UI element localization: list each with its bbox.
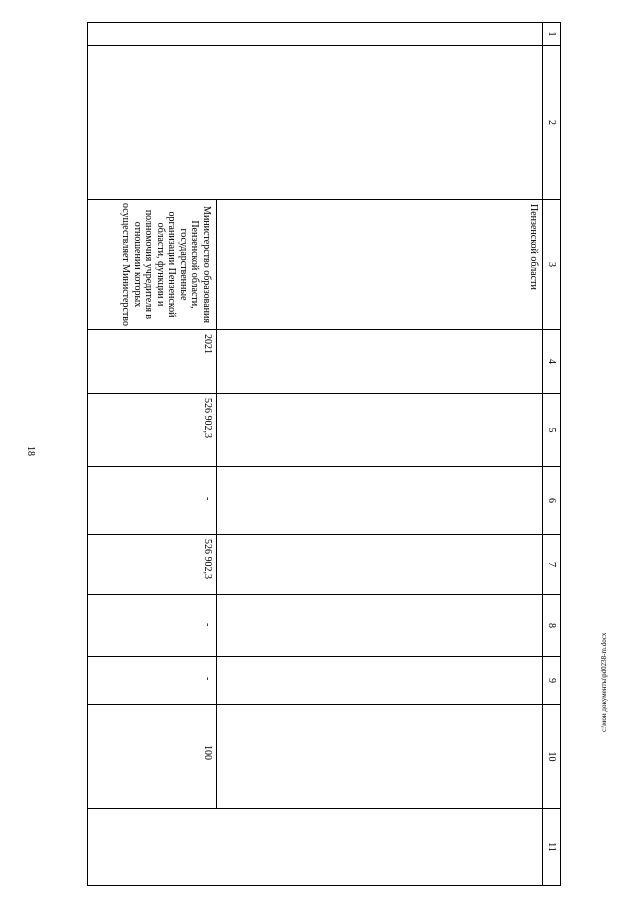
header-col-3: 3 xyxy=(543,200,561,330)
header-col-11: 11 xyxy=(543,809,561,886)
cell-7-top xyxy=(217,535,543,595)
cell-10-percent xyxy=(88,705,217,809)
budget-table xyxy=(87,22,561,886)
header-col-7: 7 xyxy=(543,535,561,595)
value-dash-8: - xyxy=(202,623,213,627)
header-col-1: 1 xyxy=(543,23,561,46)
cell-9 xyxy=(88,657,217,705)
executor-text: Министерство образования Пензенской области, государственные организации Пензенской области, функции и полномочия учредителя в отношении которых осуществляет Министерство xyxy=(120,203,212,326)
cell-2 xyxy=(88,46,543,200)
continued-row xyxy=(217,23,543,886)
page-number: 18 xyxy=(25,446,36,456)
cell-8 xyxy=(88,595,217,657)
header-col-6: 6 xyxy=(543,467,561,535)
cell-6 xyxy=(88,467,217,535)
header-col-5: 5 xyxy=(543,394,561,467)
cell-4-top xyxy=(217,330,543,394)
cell-5-total xyxy=(88,394,217,467)
cell-11 xyxy=(88,809,543,886)
cell-8-top xyxy=(217,595,543,657)
cell-7-regional xyxy=(88,535,217,595)
year-value: 2021 xyxy=(202,334,213,354)
header-col-4: 4 xyxy=(543,330,561,394)
continued-text: Пензенской области xyxy=(528,204,539,290)
header-col-9: 9 xyxy=(543,657,561,705)
cell-1 xyxy=(88,23,543,46)
rotated-table-wrapper xyxy=(89,22,561,885)
cell-9-top xyxy=(217,657,543,705)
header-col-2: 2 xyxy=(543,46,561,200)
cell-10-top xyxy=(217,705,543,809)
header-row xyxy=(543,23,561,886)
value-dash-9: - xyxy=(202,677,213,681)
value-dash-6: - xyxy=(202,497,213,501)
footer-file-path: c:\мои документы\pd0238-m.docx xyxy=(600,632,608,732)
cell-4-year xyxy=(88,330,217,394)
cell-6-top xyxy=(217,467,543,535)
percent-value: 100 xyxy=(202,745,213,760)
header-col-10: 10 xyxy=(543,705,561,809)
cell-3-executor xyxy=(88,200,217,330)
cell-3-continued xyxy=(217,200,543,330)
header-col-8: 8 xyxy=(543,595,561,657)
cell-5-top xyxy=(217,394,543,467)
total-value: 526 902,3 xyxy=(202,398,213,438)
regional-value: 526 902,3 xyxy=(202,539,213,579)
